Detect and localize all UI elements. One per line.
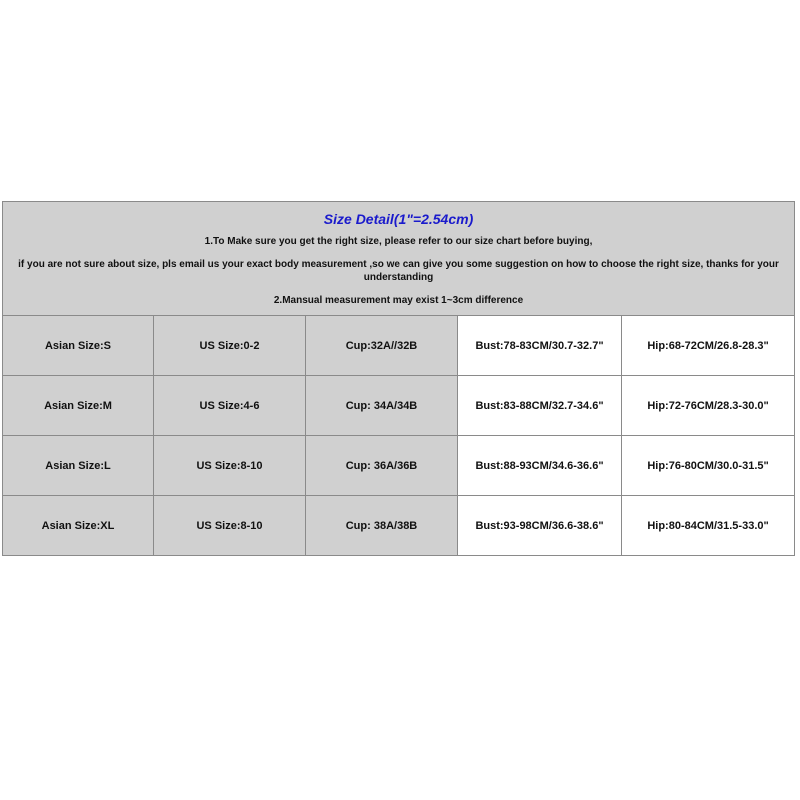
asian-size-cell: Asian Size:XL — [3, 496, 154, 556]
hip-cell: Hip:72-76CM/28.3-30.0" — [622, 376, 795, 436]
cup-size-cell: Cup:32A//32B — [306, 316, 458, 376]
asian-size-cell: Asian Size:L — [3, 436, 154, 496]
bust-cell: Bust:83-88CM/32.7-34.6" — [458, 376, 622, 436]
bust-cell: Bust:78-83CM/30.7-32.7" — [458, 316, 622, 376]
size-note-3: 2.Mansual measurement may exist 1~3cm difference — [273, 294, 524, 306]
size-row-s — [3, 316, 795, 376]
hip-cell: Hip:68-72CM/26.8-28.3" — [622, 316, 795, 376]
hip-cell: Hip:80-84CM/31.5-33.0" — [622, 496, 795, 556]
size-chart-title: Size Detail(1"=2.54cm) — [323, 210, 474, 227]
size-chart-header-row — [3, 202, 795, 316]
size-note-2: if you are not sure about size, pls email us your exact body measurement ,so we can give you some suggestion on how to choose the right size, thanks for your understanding — [18, 258, 779, 283]
size-chart-table — [2, 201, 795, 556]
bust-cell: Bust:93-98CM/36.6-38.6" — [458, 496, 622, 556]
size-row-m — [3, 376, 795, 436]
bust-cell: Bust:88-93CM/34.6-36.6" — [458, 436, 622, 496]
us-size-cell: US Size:4-6 — [154, 376, 306, 436]
asian-size-cell: Asian Size:S — [3, 316, 154, 376]
hip-cell: Hip:76-80CM/30.0-31.5" — [622, 436, 795, 496]
asian-size-cell: Asian Size:M — [3, 376, 154, 436]
us-size-cell: US Size:8-10 — [154, 496, 306, 556]
us-size-cell: US Size:0-2 — [154, 316, 306, 376]
size-row-xl — [3, 496, 795, 556]
cup-size-cell: Cup: 34A/34B — [306, 376, 458, 436]
size-row-l — [3, 436, 795, 496]
cup-size-cell: Cup: 36A/36B — [306, 436, 458, 496]
cup-size-cell: Cup: 38A/38B — [306, 496, 458, 556]
size-note-1: 1.To Make sure you get the right size, please refer to our size chart before buying, — [204, 235, 593, 247]
size-chart-header — [3, 202, 795, 316]
us-size-cell: US Size:8-10 — [154, 436, 306, 496]
